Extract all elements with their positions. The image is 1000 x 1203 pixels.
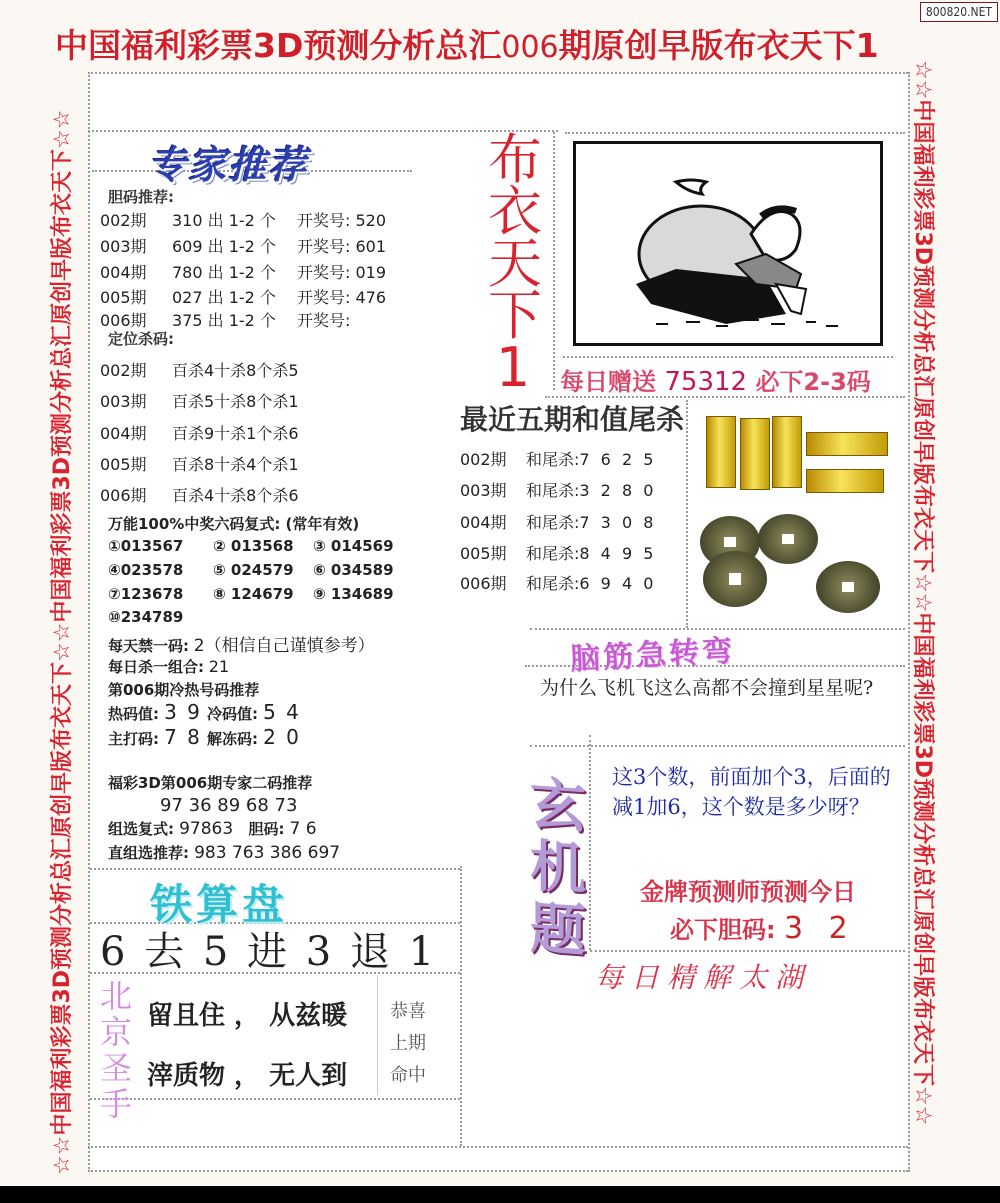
dan-row: 006期 375 出 1-2 个 开奖号: [100, 311, 351, 330]
divider [88, 1146, 908, 1148]
divider [377, 975, 378, 1095]
divider [460, 866, 462, 1146]
gold-predictor-line: 金牌预测师预测今日 [640, 878, 856, 906]
divider [90, 1098, 460, 1100]
expert-recommend-title: 专家推荐 [148, 143, 309, 187]
two-code-heading: 福彩3D第006期专家二码推荐 [108, 774, 313, 792]
position-kill-heading: 定位杀码: [108, 330, 174, 348]
divider [553, 132, 555, 390]
bottom-black-bar [0, 1186, 1000, 1203]
divider [88, 72, 90, 1172]
dan-row: 002期 310 出 1-2 个 开奖号: 520 [100, 211, 387, 230]
position-row: 002期 百杀4十杀8个杀5 [100, 361, 299, 380]
brand-vertical-title: 布 衣 天 下 1 [488, 128, 542, 399]
mystery-vertical-title: 玄 机 题 [530, 770, 586, 965]
divider [88, 72, 908, 74]
abacus-title: 铁算盘 [150, 880, 289, 929]
daily-solution-title: 每日精解太湖 [595, 961, 812, 994]
divider [88, 1170, 908, 1172]
poem-line-2: 滓质物 ， 无人到 [147, 1061, 348, 1091]
sum-tail-row: 004期 和尾杀:7 3 0 8 [460, 513, 657, 532]
dan-row: 004期 780 出 1-2 个 开奖号: 019 [100, 263, 387, 282]
page-title [55, 20, 935, 67]
two-codes: 97 36 89 68 73 [160, 795, 298, 816]
six-code-row: ④023578 ⑤ 024579 ⑥ 034589 [108, 561, 394, 579]
title-suffix: 期原创早版布衣天下1 [558, 26, 879, 65]
divider [90, 868, 460, 870]
divider [590, 950, 905, 952]
six-code-row: ⑩234789 [108, 608, 184, 626]
brain-teaser-question: 为什么飞机飞这么高都不会撞到星星呢? [540, 677, 874, 699]
site-watermark: 800820.NET [920, 2, 998, 22]
daily-kill-line: 每日杀一组合: 21 [108, 657, 230, 676]
sum-tail-row: 005期 和尾杀:8 4 9 5 [460, 544, 657, 563]
sum-tail-row: 006期 和尾杀:6 9 4 0 [460, 574, 657, 593]
sum-tail-row: 002期 和尾杀:7 6 2 5 [460, 450, 657, 469]
right-side-banner: ☆☆中国福利彩票3D预测分析总汇原创早版布衣天下☆☆中国福利彩票3D预测分析总汇原创早版布衣天下☆☆ [910, 60, 935, 1126]
beijing-master-vertical-title: 北 京 圣 手 [99, 977, 132, 1123]
position-row: 006期 百杀4十杀8个杀6 [100, 486, 299, 505]
poem-line-1: 留且住 ， 从兹暖 [147, 1001, 348, 1031]
group-line: 组选复式: 97863 胆码: 7 6 [108, 819, 317, 839]
six-code-row: ①013567 ② 013568 ③ 014569 [108, 537, 394, 555]
hotcold-heading: 第006期冷热号码推荐 [108, 681, 260, 699]
dan-heading: 胆码推荐: [108, 188, 174, 206]
title-prefix: 中国福利彩票3D预测分析总汇 [55, 26, 502, 65]
position-row: 005期 百杀8十杀4个杀1 [100, 455, 299, 474]
sum-tail-row: 003期 和尾杀:3 2 8 0 [460, 481, 657, 500]
left-side-banner: ☆☆中国福利彩票3D预测分析总汇原创早版布衣天下☆☆中国福利彩票3D预测分析总汇原创早版布衣天下☆☆ [50, 109, 75, 1175]
divider [686, 400, 688, 628]
daily-gift-line: 每日赠送 75312 必下2-3码 [560, 367, 871, 397]
hot-cold-line: 热码值: 3 9 冷码值: 5 4 [108, 700, 301, 724]
abacus-code: 6 去 5 进 3 退 1 [100, 929, 438, 975]
mystery-question: 这3个数，前面加个3，后面的减1加6，这个数是多少呀？ [612, 765, 891, 819]
position-row: 003期 百杀5十杀8个杀1 [100, 392, 299, 411]
divider [530, 745, 905, 747]
daily-ban-line: 每天禁一码: 2（相信自己谨慎参考） [108, 636, 375, 656]
dan-row: 005期 027 出 1-2 个 开奖号: 476 [100, 288, 387, 307]
divider [908, 72, 910, 1172]
title-issue: 006 [501, 30, 559, 65]
divider [565, 132, 905, 134]
direct-line: 直组选推荐: 983 763 386 697 [108, 843, 341, 863]
must-dan-line: 必下胆码: 3 2 [670, 911, 856, 946]
main-thaw-line: 主打码: 7 8 解冻码: 2 0 [108, 725, 301, 749]
six-code-heading: 万能100%中奖六码复式: (常年有效) [108, 515, 360, 533]
brain-teaser-title: 脑筋急转弯 [569, 633, 736, 678]
thief-with-sack-icon [576, 144, 880, 343]
congrats-vertical: 恭喜 上期 命中 [390, 1001, 426, 1086]
position-row: 004期 百杀9十杀1个杀6 [100, 424, 299, 443]
sum-tail-title: 最近五期和值尾杀 [460, 403, 685, 436]
dan-row: 003期 609 出 1-2 个 开奖号: 601 [100, 237, 387, 256]
divider [563, 356, 893, 358]
six-code-row: ⑦123678 ⑧ 124679 ⑨ 134689 [108, 585, 394, 603]
cartoon-illustration [573, 141, 883, 346]
